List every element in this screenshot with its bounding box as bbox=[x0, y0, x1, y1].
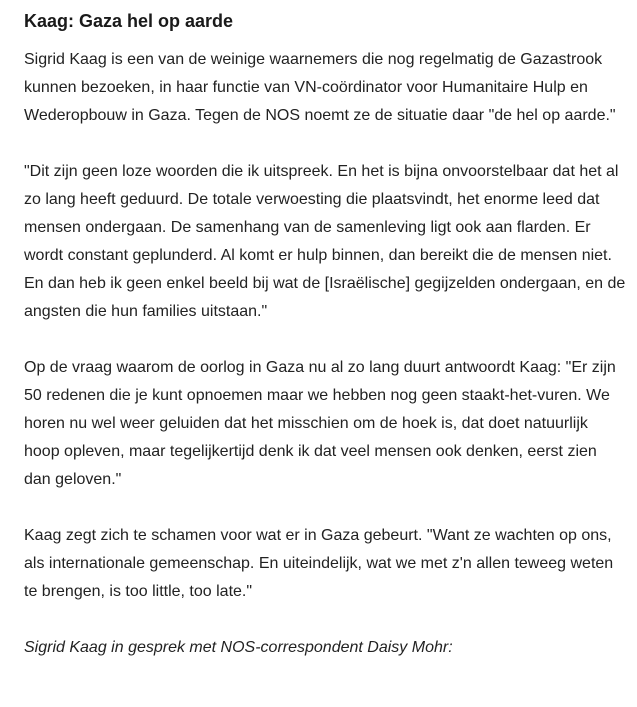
video-caption: Sigrid Kaag in gesprek met NOS-correspondent Daisy Mohr: bbox=[24, 639, 453, 656]
article-title: Kaag: Gaza hel op aarde bbox=[24, 11, 234, 31]
article-paragraph-1: Sigrid Kaag is een van de weinige waarnemers die nog regelmatig de Gazastrook kunnen bezoeken, in haar functie van VN-coördinator voor Humanitaire Hulp en Wederopbouw in Gaza. Tegen de NOS noemt ze de situatie daar "de hel op aarde." bbox=[24, 51, 616, 124]
article-paragraph-2: "Dit zijn geen loze woorden die ik uitspreek. En het is bijna onvoorstelbaar dat het al zo lang heeft geduurd. De totale verwoesting die plaatsvindt, het enorme leed dat mensen ondergaan. De samenhang van de samenleving ligt ook aan flarden. Er wordt constant geplunderd. Al komt er hulp binnen, dan bereikt die de mensen niet. En dan heb ik geen enkel beeld bij wat de [Israëlische] gegijzelden ondergaan, en de angsten die hun families uitstaan." bbox=[24, 163, 626, 320]
article-paragraph-4: Kaag zegt zich te schamen voor wat er in Gaza gebeurt. "Want ze wachten op ons, als internationale gemeenschap. En uiteindelijk, wat we met z'n allen teweeg weten te brengen, is too little, too late." bbox=[24, 527, 614, 600]
article-paragraph-3: Op de vraag waarom de oorlog in Gaza nu al zo lang duurt antwoordt Kaag: "Er zijn 50 redenen die je kunt opnoemen maar we hebben nog geen staakt-het-vuren. We horen nu wel weer geluiden dat het misschien om de hoek is, dat doet natuurlijk hoop opleven, maar tegelijkertijd denk ik dat veel mensen ook denken, eerst zien dan geloven." bbox=[24, 359, 616, 488]
